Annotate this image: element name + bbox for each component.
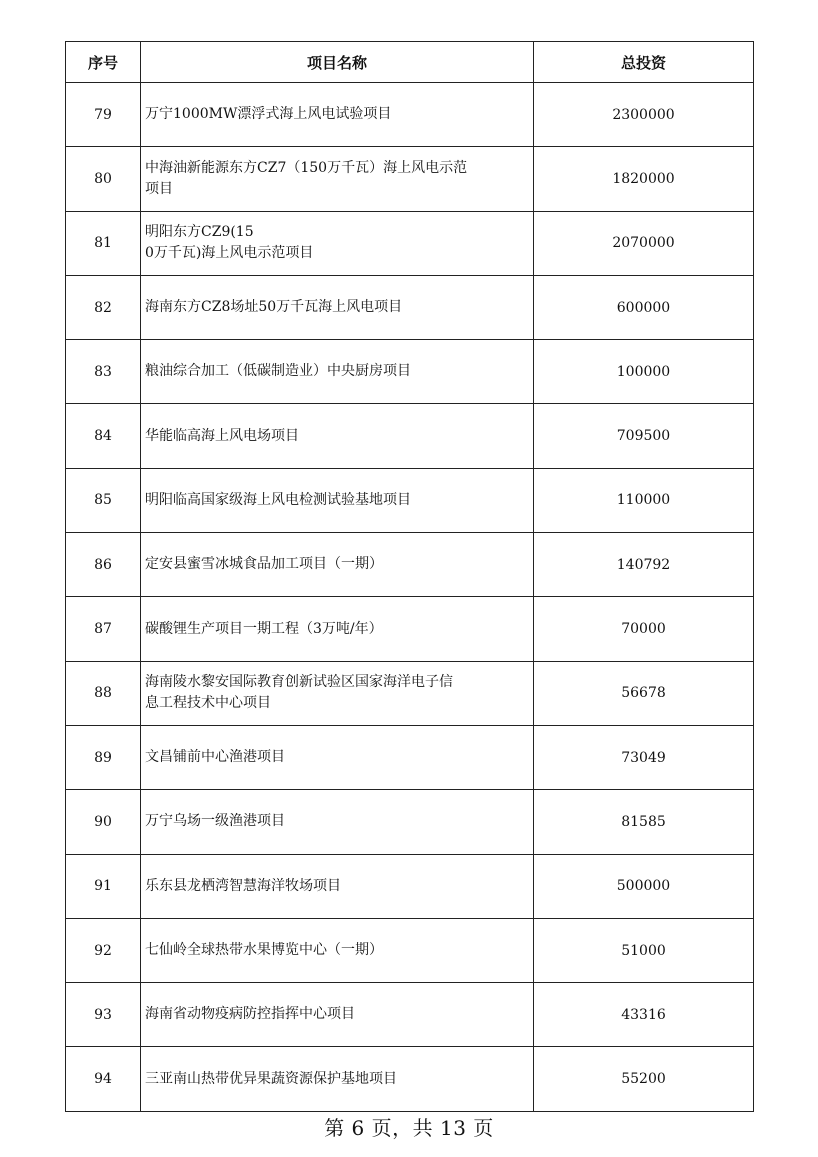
project-table-container <box>65 41 753 1112</box>
table-row <box>66 918 754 982</box>
row-seq: 86 <box>66 533 141 597</box>
row-project-name: 中海油新能源东方CZ7（150万千瓦）海上风电示范 项目 <box>141 147 534 211</box>
row-project-name: 七仙岭全球热带水果博览中心（一期） <box>141 918 534 982</box>
row-project-name: 碳酸锂生产项目一期工程（3万吨/年） <box>141 597 534 661</box>
row-seq: 91 <box>66 854 141 918</box>
row-seq: 93 <box>66 983 141 1047</box>
row-total-investment: 500000 <box>534 854 754 918</box>
row-seq: 94 <box>66 1047 141 1111</box>
table-row <box>66 533 754 597</box>
row-seq: 87 <box>66 597 141 661</box>
table-row <box>66 340 754 404</box>
row-seq: 83 <box>66 340 141 404</box>
row-project-name: 万宁1000MW漂浮式海上风电试验项目 <box>141 83 534 147</box>
table-row <box>66 661 754 725</box>
table-row <box>66 725 754 789</box>
row-project-name: 粮油综合加工（低碳制造业）中央厨房项目 <box>141 340 534 404</box>
row-seq: 85 <box>66 468 141 532</box>
table-row <box>66 983 754 1047</box>
row-seq: 88 <box>66 661 141 725</box>
header-row <box>66 42 754 83</box>
row-seq: 79 <box>66 83 141 147</box>
row-total-investment: 110000 <box>534 468 754 532</box>
table-row <box>66 854 754 918</box>
row-total-investment: 1820000 <box>534 147 754 211</box>
row-seq: 81 <box>66 211 141 275</box>
row-project-name: 海南东方CZ8场址50万千瓦海上风电项目 <box>141 275 534 339</box>
row-seq: 92 <box>66 918 141 982</box>
table-row <box>66 147 754 211</box>
row-total-investment: 51000 <box>534 918 754 982</box>
row-project-name: 明阳东方CZ9(15 0万千瓦)海上风电示范项目 <box>141 211 534 275</box>
row-total-investment: 55200 <box>534 1047 754 1111</box>
header-seq: 序号 <box>66 42 141 83</box>
row-project-name: 三亚南山热带优异果蔬资源保护基地项目 <box>141 1047 534 1111</box>
row-project-name: 文昌铺前中心渔港项目 <box>141 725 534 789</box>
row-seq: 84 <box>66 404 141 468</box>
row-total-investment: 600000 <box>534 275 754 339</box>
table-row <box>66 404 754 468</box>
header-total-investment: 总投资 <box>534 42 754 83</box>
row-total-investment: 2070000 <box>534 211 754 275</box>
row-total-investment: 56678 <box>534 661 754 725</box>
table-row <box>66 597 754 661</box>
table-body <box>66 83 754 1112</box>
row-project-name: 海南省动物疫病防控指挥中心项目 <box>141 983 534 1047</box>
row-total-investment: 43316 <box>534 983 754 1047</box>
row-project-name: 明阳临高国家级海上风电检测试验基地项目 <box>141 468 534 532</box>
table-row <box>66 468 754 532</box>
row-total-investment: 140792 <box>534 533 754 597</box>
table-row <box>66 211 754 275</box>
table-row <box>66 275 754 339</box>
page-footer: 第 6 页，共 13 页 <box>324 1116 494 1140</box>
row-total-investment: 70000 <box>534 597 754 661</box>
row-seq: 82 <box>66 275 141 339</box>
row-total-investment: 709500 <box>534 404 754 468</box>
row-project-name: 定安县蜜雪冰城食品加工项目（一期） <box>141 533 534 597</box>
row-project-name: 万宁乌场一级渔港项目 <box>141 790 534 854</box>
table-row <box>66 83 754 147</box>
row-total-investment: 81585 <box>534 790 754 854</box>
row-project-name: 华能临高海上风电场项目 <box>141 404 534 468</box>
row-project-name: 乐东县龙栖湾智慧海洋牧场项目 <box>141 854 534 918</box>
row-total-investment: 100000 <box>534 340 754 404</box>
row-seq: 90 <box>66 790 141 854</box>
row-total-investment: 73049 <box>534 725 754 789</box>
project-table <box>65 41 754 1112</box>
table-header <box>66 42 754 83</box>
table-row <box>66 1047 754 1111</box>
table-row <box>66 790 754 854</box>
row-seq: 89 <box>66 725 141 789</box>
row-seq: 80 <box>66 147 141 211</box>
row-project-name: 海南陵水黎安国际教育创新试验区国家海洋电子信 息工程技术中心项目 <box>141 661 534 725</box>
header-project-name: 项目名称 <box>141 42 534 83</box>
row-total-investment: 2300000 <box>534 83 754 147</box>
